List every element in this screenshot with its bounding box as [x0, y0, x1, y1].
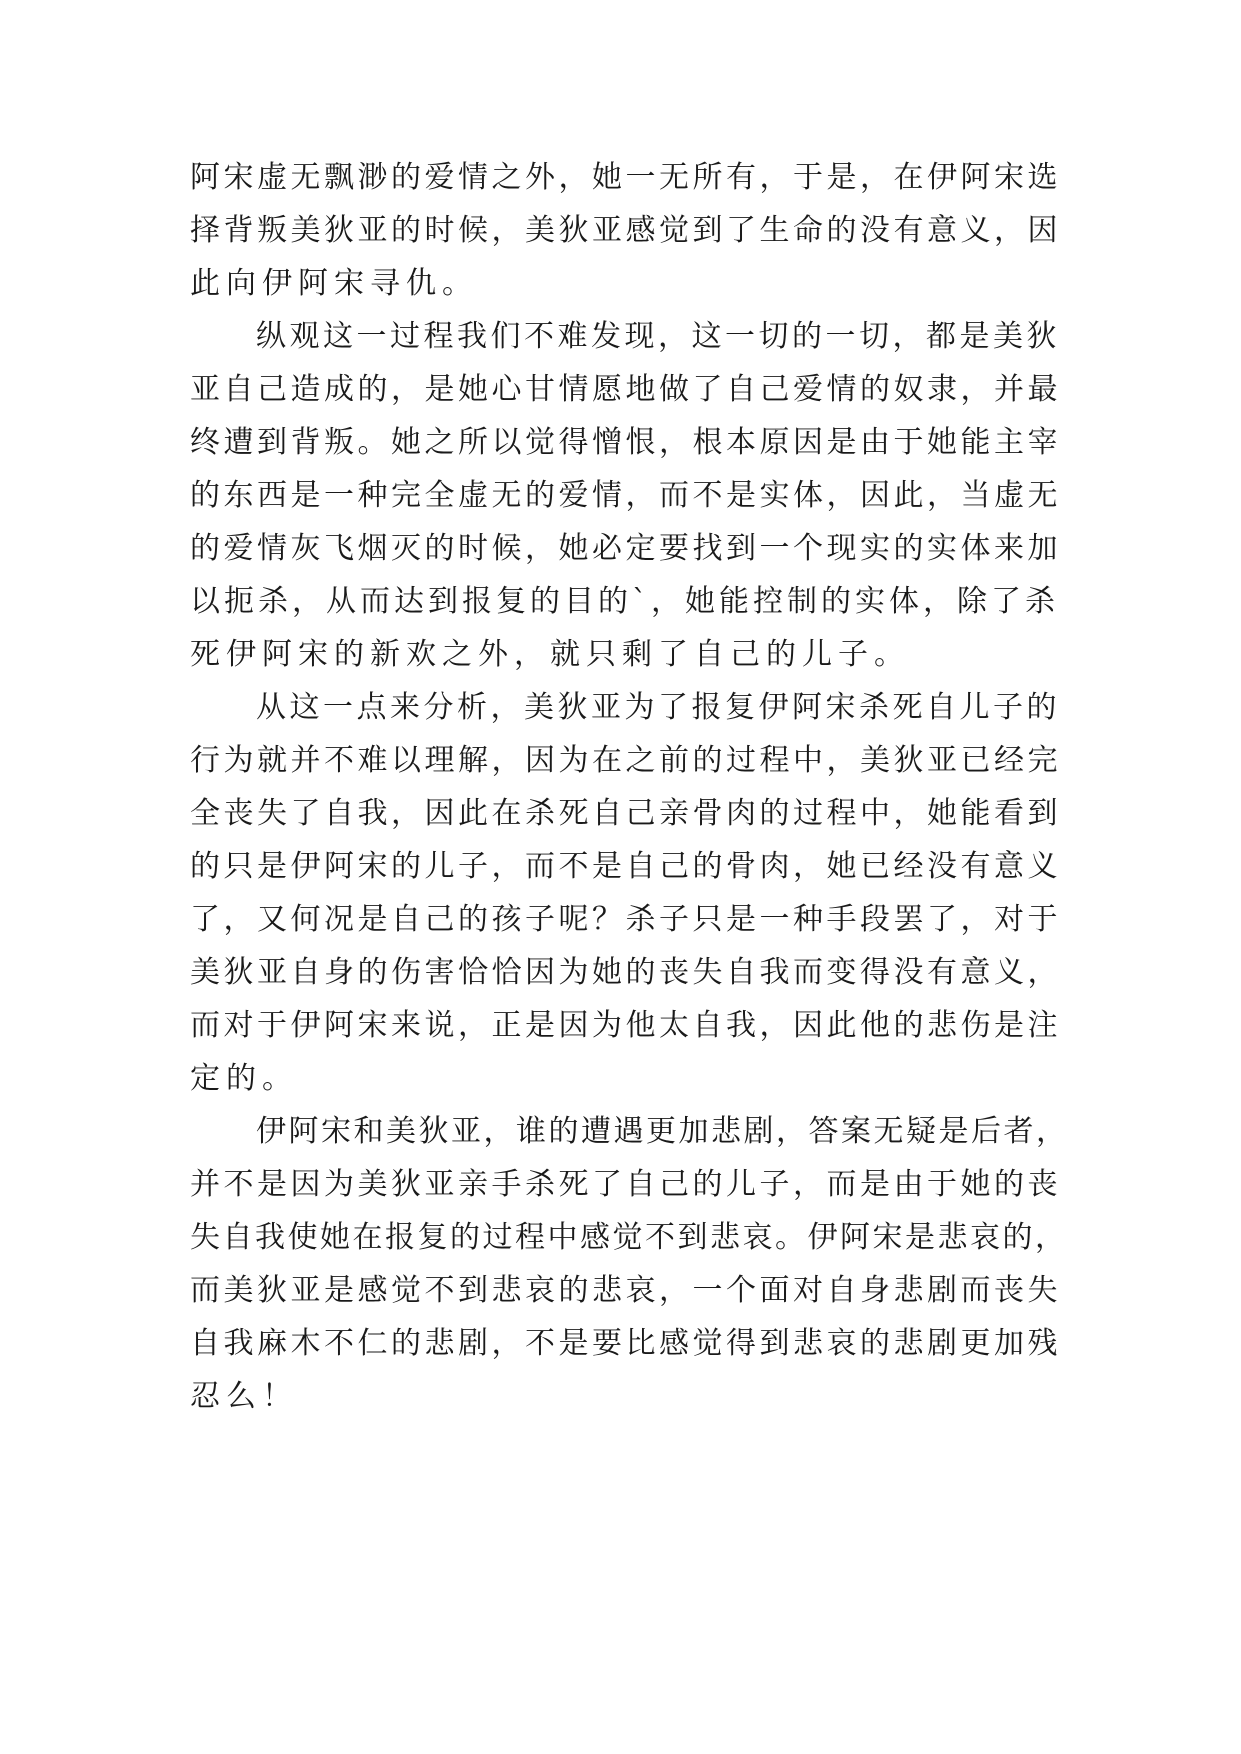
paragraph-2-line-4: 的东西是一种完全虚无的爱情，而不是实体，因此，当虚无: [190, 478, 1061, 513]
paragraph-2-line-6: 以扼杀，从而达到报复的目的`，她能控制的实体，除了杀: [190, 584, 1059, 619]
paragraph-2-line-1: 纵观这一过程我们不难发现，这一切的一切，都是美狄: [256, 319, 1060, 354]
paragraph-4-line-4: 而美狄亚是感觉不到悲哀的悲哀，一个面对自身悲剧而丧失: [190, 1273, 1061, 1308]
paragraph-4-line-1: 伊阿宋和美狄亚，谁的遭遇更加悲剧，答案无疑是后者，: [256, 1114, 1069, 1149]
paragraph-4-line-5: 自我麻木不仁的悲剧，不是要比感觉得到悲哀的悲剧更加残: [190, 1326, 1061, 1361]
paragraph-2-line-3: 终遭到背叛。她之所以觉得憎恨，根本原因是由于她能主宰: [190, 425, 1061, 460]
paragraph-3-line-3: 全丧失了自我，因此在杀死自己亲骨肉的过程中，她能看到: [190, 796, 1061, 831]
paragraph-3-line-7: 而对于伊阿宋来说，正是因为他太自我，因此他的悲伤是注: [190, 1008, 1061, 1043]
paragraph-2-line-5: 的爱情灰飞烟灭的时候，她必定要找到一个现实的实体来加: [190, 531, 1061, 566]
paragraph-4-line-3: 失自我使她在报复的过程中感觉不到悲哀。伊阿宋是悲哀的，: [190, 1220, 1068, 1255]
paragraph-2-line-2: 亚自己造成的，是她心甘情愿地做了自己爱情的奴隶，并最: [190, 372, 1061, 407]
paragraph-3-line-1: 从这一点来分析，美狄亚为了报复伊阿宋杀死自儿子的: [256, 690, 1060, 725]
paragraph-3-line-8: 定的。: [190, 1061, 298, 1096]
paragraph-1-line-3: 此向伊阿宋寻仇。: [190, 266, 478, 301]
paragraph-4-line-6: 忍么！: [190, 1379, 298, 1414]
paragraph-3-line-6: 美狄亚自身的伤害恰恰因为她的丧失自我而变得没有意义，: [190, 955, 1061, 990]
paragraph-3-line-5: 了，又何况是自己的孩子呢？杀子只是一种手段罢了，对于: [190, 902, 1061, 937]
paragraph-1-line-2: 择背叛美狄亚的时候，美狄亚感觉到了生命的没有意义，因: [190, 213, 1061, 248]
paragraph-1-line-1: 阿宋虚无飘渺的爱情之外，她一无所有，于是，在伊阿宋选: [190, 160, 1061, 195]
paragraph-3-line-4: 的只是伊阿宋的儿子，而不是自己的骨肉，她已经没有意义: [190, 849, 1061, 884]
paragraph-2-line-7: 死伊阿宋的新欢之外，就只剩了自己的儿子。: [190, 637, 910, 672]
paragraph-3-line-2: 行为就并不难以理解，因为在之前的过程中，美狄亚已经完: [190, 743, 1061, 778]
paragraph-4-line-2: 并不是因为美狄亚亲手杀死了自己的儿子，而是由于她的丧: [190, 1167, 1061, 1202]
